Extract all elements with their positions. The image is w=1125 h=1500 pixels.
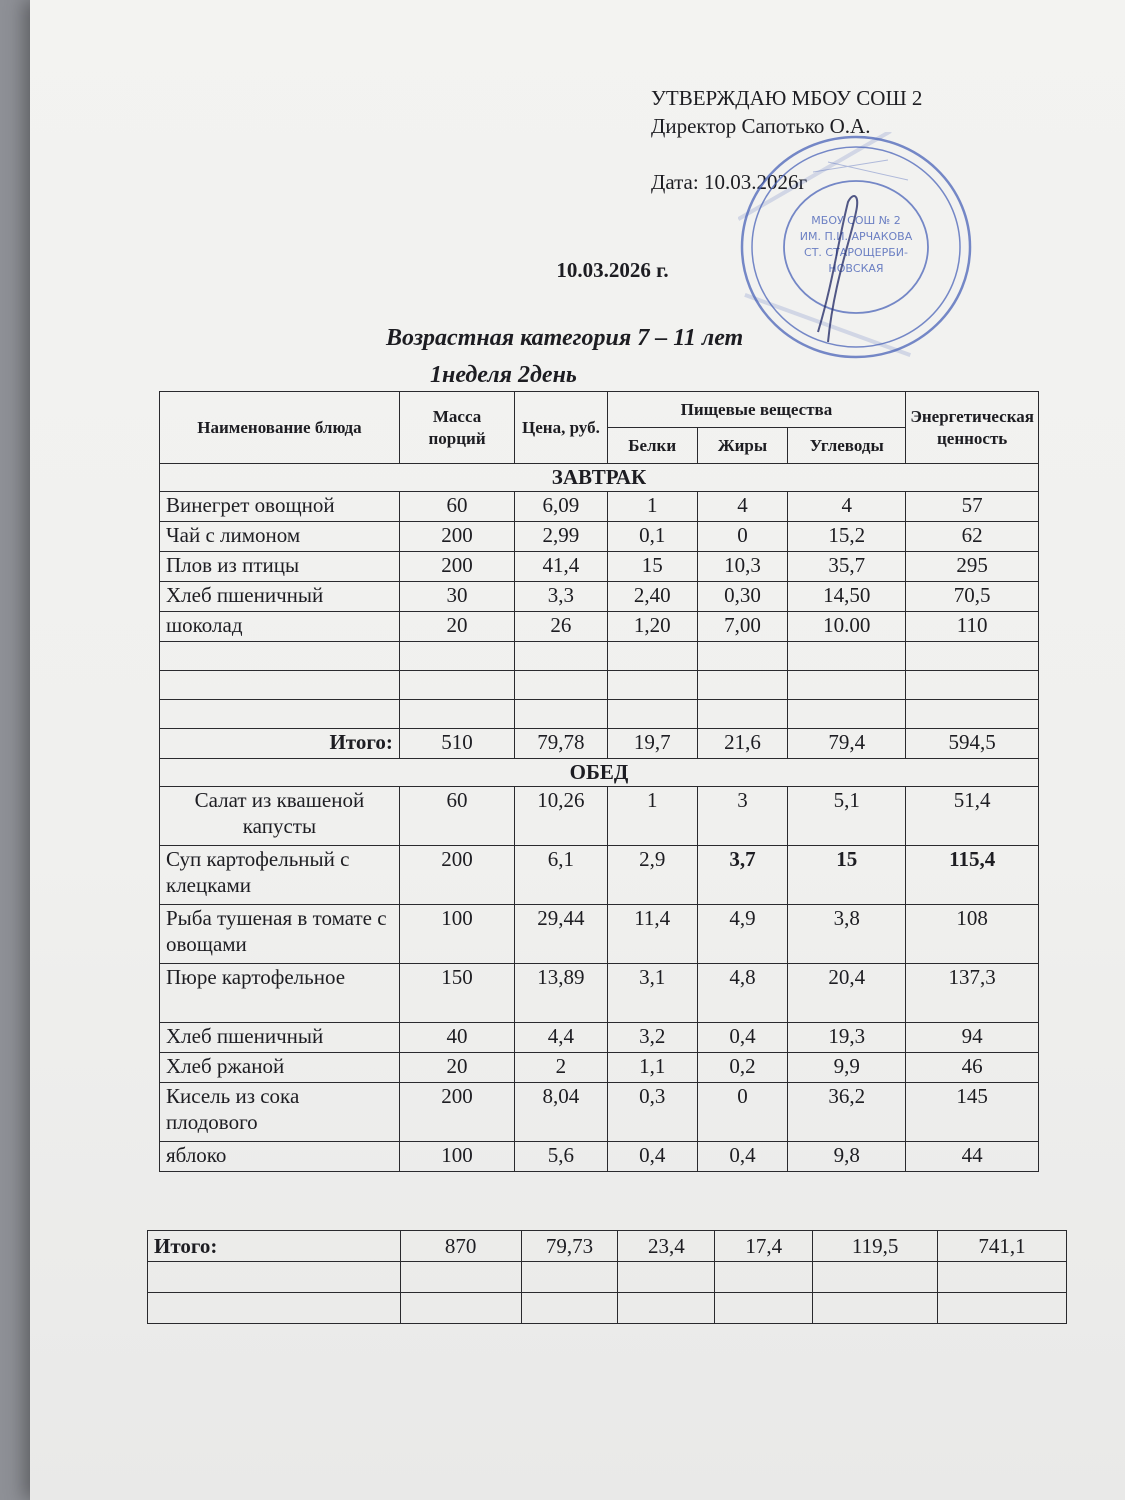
- col-energy: Энергетическая ценность: [906, 392, 1039, 464]
- empty-row: [160, 671, 1039, 700]
- empty-row: [160, 642, 1039, 671]
- approval-date: Дата: 10.03.2026г: [651, 170, 808, 194]
- approval-line-1: УТВЕРЖДАЮ МБОУ СОШ 2: [651, 86, 923, 110]
- table-row: Хлеб ржаной 20 2 1,1 0,2 9,9 46: [160, 1053, 1039, 1083]
- empty-row: [160, 700, 1039, 729]
- col-dish: Наименование блюда: [160, 392, 400, 464]
- table-row: Хлеб пшеничный 40 4,4 3,2 0,4 19,3 94: [160, 1023, 1039, 1053]
- table-row: Рыба тушеная в томате с овощами 100 29,44 11,4 4,9 3,8 108: [160, 905, 1039, 964]
- table-row: шоколад 20 26 1,20 7,00 10.00 110: [160, 612, 1039, 642]
- stamp-line-4: НОВСКАЯ: [828, 262, 884, 275]
- week-day: 1неделя 2день: [430, 362, 577, 388]
- lunch-total-table: [147, 1230, 1067, 1324]
- col-protein: Белки: [607, 428, 697, 464]
- table-row: Суп картофельный с клецками 200 6,1 2,9 3,7 15 115,4: [160, 846, 1039, 905]
- table-row: Хлеб пшеничный 30 3,3 2,40 0,30 14,50 70,5: [160, 582, 1039, 612]
- menu-date: 10.03.2026 г.: [556, 258, 669, 282]
- stamp-line-3: СТ. СТАРОЩЕРБИ-: [804, 246, 908, 259]
- col-fat: Жиры: [697, 428, 787, 464]
- empty-row: [148, 1293, 1067, 1324]
- table-row: Чай с лимоном 200 2,99 0,1 0 15,2 62: [160, 522, 1039, 552]
- table-row: Салат из квашеной капусты 60 10,26 1 3 5,1 51,4: [160, 787, 1039, 846]
- table-row: Кисель из сока плодового 200 8,04 0,3 0 36,2 145: [160, 1083, 1039, 1142]
- col-carbs: Углеводы: [788, 428, 906, 464]
- breakfast-title: ЗАВТРАК: [160, 464, 1039, 492]
- approval-line-2: Директор Сапотько О.А.: [651, 114, 871, 138]
- table-row: яблоко 100 5,6 0,4 0,4 9,8 44: [160, 1142, 1039, 1172]
- table-row: Пюре картофельное 150 13,89 3,1 4,8 20,4 137,3: [160, 964, 1039, 1023]
- col-nutrients: Пищевые вещества: [607, 392, 906, 428]
- menu-table: [159, 391, 1039, 1172]
- lunch-total-row: Итого: 870 79,73 23,4 17,4 119,5 741,1: [148, 1231, 1067, 1262]
- lunch-title: ОБЕД: [160, 759, 1039, 787]
- breakfast-total-row: Итого: 510 79,78 19,7 21,6 79,4 594,5: [160, 729, 1039, 759]
- school-seal-stamp: [738, 132, 974, 362]
- stamp-line-1: МБОУ СОШ № 2: [811, 214, 901, 227]
- age-category: Возрастная категория 7 – 11 лет: [386, 325, 744, 351]
- empty-row: [148, 1262, 1067, 1293]
- stamp-line-2: ИМ. П.И. АРЧАКОВА: [799, 230, 913, 243]
- table-row: Плов из птицы 200 41,4 15 10,3 35,7 295: [160, 552, 1039, 582]
- col-mass: Масса порций: [399, 392, 514, 464]
- table-row: Винегрет овощной 60 6,09 1 4 4 57: [160, 492, 1039, 522]
- col-price: Цена, руб.: [515, 392, 607, 464]
